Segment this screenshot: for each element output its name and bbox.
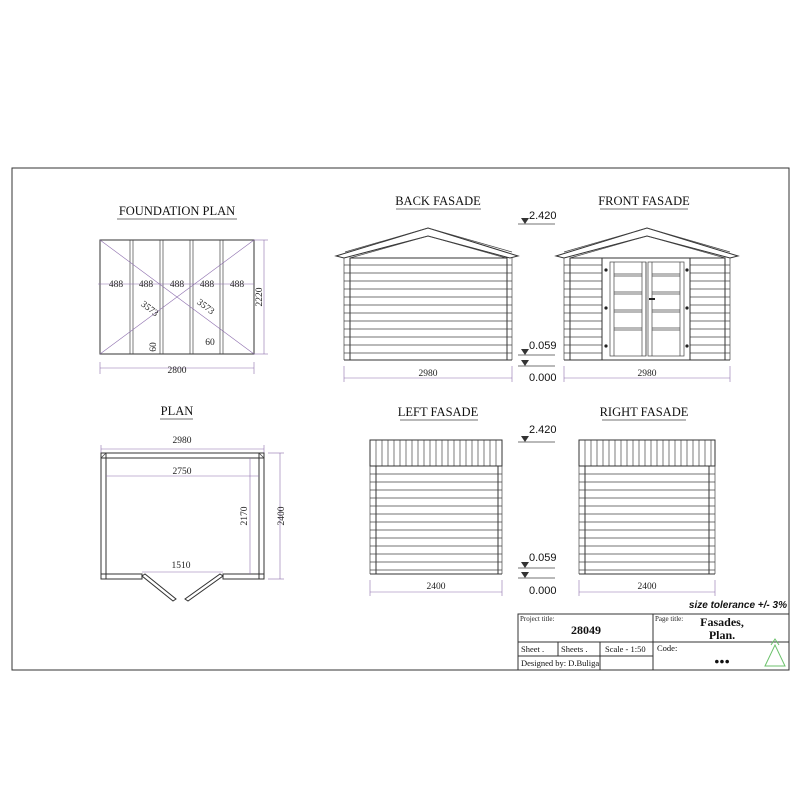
span-label: 488 — [138, 280, 154, 290]
roof-fascia — [579, 440, 715, 466]
span-label: 488 — [169, 280, 185, 290]
left-wall — [101, 453, 106, 579]
right-wall — [259, 453, 264, 579]
level-arrow-icon — [521, 436, 529, 442]
door-panels — [614, 262, 680, 356]
designed-by: Designed by: D.Buliga — [521, 658, 600, 668]
roof-edge — [647, 228, 730, 252]
ridge-level: 2.420 — [529, 424, 557, 436]
wall-joint — [259, 453, 264, 458]
wall-joint — [101, 453, 106, 458]
page-title-line1: Fasades, — [700, 615, 744, 629]
roof-edge — [345, 228, 428, 252]
foundation-plan-title: FOUNDATION PLAN — [118, 204, 236, 218]
back-fasade-title: BACK FASADE — [395, 194, 481, 208]
width-label: 2800 — [167, 366, 187, 376]
front-wall-left — [101, 574, 142, 579]
code-label: Code: — [657, 643, 678, 653]
scale-field: Scale - 1:50 — [605, 644, 646, 654]
door-leaf-right — [185, 574, 223, 601]
span-label: 488 — [199, 280, 215, 290]
level-markers-bottom — [518, 424, 557, 597]
width-label: 2980 — [418, 369, 438, 379]
page-title-label: Page title: — [655, 615, 684, 623]
hinge-icon — [685, 268, 688, 271]
back-fasade — [336, 194, 518, 382]
ground-level: 0.000 — [529, 372, 557, 384]
back-wall — [101, 453, 264, 458]
diagonal-label: 3573 — [194, 297, 216, 318]
level-arrow-icon — [521, 360, 529, 366]
plan-title: PLAN — [160, 404, 194, 418]
floor-plan — [101, 404, 287, 601]
span-label: 488 — [229, 280, 245, 290]
wall-boards — [370, 474, 502, 570]
front-fasade — [556, 194, 738, 382]
ridge-level: 2.420 — [529, 210, 557, 222]
hinge-icon — [604, 268, 607, 271]
gable — [570, 236, 725, 258]
front-wall-right — [223, 574, 264, 579]
wall-boards — [564, 265, 730, 353]
gable — [350, 236, 506, 258]
level-markers-top — [518, 210, 557, 384]
inner-width-label: 2750 — [172, 467, 192, 477]
wall-boards — [344, 265, 512, 353]
foundation-plan — [98, 204, 268, 376]
door-handle-icon — [649, 298, 655, 300]
front-fasade-title: FRONT FASADE — [598, 194, 690, 208]
level-arrow-icon — [521, 349, 529, 355]
gap-label: 60 — [149, 342, 159, 352]
size-tolerance-note: size tolerance +/- 3% — [688, 600, 787, 611]
wall-boards — [579, 474, 715, 570]
hinge-icon — [685, 344, 688, 347]
gap-label: 60 — [205, 338, 215, 348]
width-label: 2400 — [637, 582, 657, 592]
door-leaf-left — [142, 574, 176, 601]
level-arrow-icon — [521, 562, 529, 568]
right-fasade-title: RIGHT FASADE — [599, 405, 689, 419]
hinge-icon — [604, 306, 607, 309]
width-label: 2980 — [637, 369, 657, 379]
level-arrow-icon — [521, 572, 529, 578]
left-fasade — [370, 405, 502, 596]
outer-width-label: 2980 — [172, 436, 192, 446]
floor-level: 0.059 — [529, 340, 557, 352]
project-title-label: Project title: — [520, 615, 555, 623]
roof-edge — [564, 228, 647, 252]
inner-depth-label: 2170 — [240, 506, 250, 526]
diagonal-label: 3573 — [138, 299, 160, 320]
floor-level: 0.059 — [529, 552, 557, 564]
level-arrow-icon — [521, 218, 529, 224]
roof-boards — [585, 440, 711, 466]
right-fasade — [579, 405, 715, 596]
sheets-field: Sheets . — [561, 644, 588, 654]
left-fasade-title: LEFT FASADE — [397, 405, 479, 419]
width-label: 2400 — [426, 582, 446, 592]
roof — [556, 228, 738, 258]
project-number: 28049 — [571, 623, 601, 637]
code-value: ●●● — [714, 656, 730, 666]
hinge-icon — [604, 344, 607, 347]
roof-edge — [428, 228, 512, 252]
sheet-field: Sheet . — [521, 644, 545, 654]
depth-label: 2220 — [255, 287, 265, 307]
tree-logo-icon — [765, 639, 785, 666]
page-title-line2: Plan. — [708, 628, 736, 642]
outer-depth-label: 2400 — [277, 506, 287, 526]
span-label: 488 — [108, 280, 124, 290]
door-width-label: 1510 — [171, 561, 191, 571]
ground-level: 0.000 — [529, 585, 557, 597]
hinge-icon — [685, 306, 688, 309]
title-block — [518, 614, 789, 670]
roof-boards — [376, 440, 496, 466]
